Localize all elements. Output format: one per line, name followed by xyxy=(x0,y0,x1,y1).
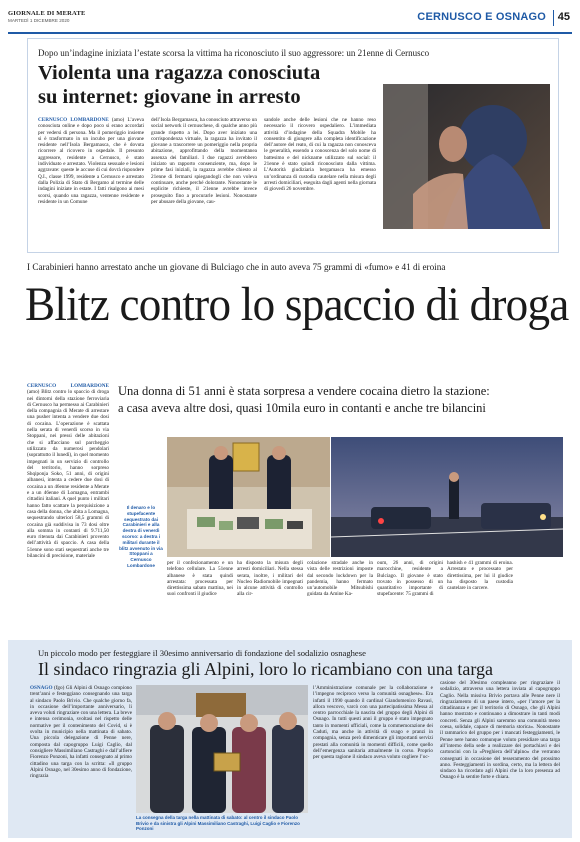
article-1-col-1-text: (amo) L’aveva conosciuta online e dopo poco si erano accordati per vedersi di persona. Ma il pomeriggio insieme si è trasformato in un incubo per una giovane residente nell’Isola Bergamasca, che è dovuta ricorrere al ricovero in ospedale. Il presunto aggressore, residente a Cernusco, è stato individuato e arrestato. Violenza sessuale e lesioni aggravate: queste le accuse di cui dovrà rispondere Q.I., classe 1999, residente a Cernusco e arrestato dalla Polizia di Stato di Bergamo al termine delle indagini iniziate in estate. I fatti risalgono ai mesi scorsi, quando una ragazza, ventenne residente e residente in un Comune xyxy=(38,117,144,205)
night-roadblock-illustration xyxy=(331,437,563,557)
article-3-col-1-text: (fgo) Gli Alpini di Osnago compiono trent’anni e festeggiano consegnando una targa al sindaco Paolo Brivio. Che qualche giorno fa, in occasione dell’importante anniversario, li aveva voluti ringraziare con una lettera. La breve e intensa cerimonia, svoltasi nel rispetto delle normative per il contenimento del Covid, si è svolta in municipio nella mattinata di sabato. Una piccola delegazione di Penne nere, composta dal capogruppo Luigi Caglio, dal consigliere Massimiliano Castraghi e dall’alfiere Fiorenzo Ponzoni, ha infatti consegnato al primo cittadino una targa con la scritta: «Il gruppo Alpini Osnago, nel 30esimo anno di fondazione, ringrazia xyxy=(30,685,132,780)
article-1-photo xyxy=(383,84,550,229)
article-2-kicker: CERNUSCO LOMBARDONE xyxy=(27,383,109,389)
article-2-subhead-1: Una donna di 51 anni è stata sorpresa a vendere cocaina dietro la stazione: xyxy=(118,384,490,398)
article-2-col-1 xyxy=(27,383,109,633)
article-1-photo-illustration xyxy=(383,84,550,229)
article-2-col-3: ha disposto la misura degli arresti domiciliari. Nella stessa serata, inoltre, i militari del Nucleo Radiomobile impegnati in alcune attività di controllo alla cir- xyxy=(237,560,303,598)
page-header xyxy=(8,8,572,32)
article-3-overline: Un piccolo modo per festeggiare il 30esimo anniversario di fondazione del sodalizio osnaghese xyxy=(38,648,366,658)
issue-date: MARTEDÌ 1 DICEMBRE 2020 xyxy=(8,18,70,23)
section-title: CERNUSCO E OSNAGO xyxy=(417,11,546,23)
article-2-caption: Il denaro e lo stupefacente sequestrato dai Carabinieri e alla destra di venerdì scorso: a destra i militari durante il blitz avvenuto in via Stoppani a Cernusco Lombardone xyxy=(119,505,163,568)
carabinieri-seizure-illustration xyxy=(167,437,330,557)
header-rule xyxy=(8,32,572,34)
article-1-headline-2: su internet: giovane in arresto xyxy=(38,86,301,108)
article-1-col-1 xyxy=(38,117,144,241)
article-2-headline: Blitz contro lo spaccio di droga xyxy=(25,278,569,331)
article-2-caption-box xyxy=(119,505,163,610)
paper-name: GIORNALE DI MERATE xyxy=(8,10,86,17)
article-2-col-6: hashish e 41 grammi di eroina. Arrestato e processato per direttissima, per lui il giudice ha disposto la custodia cautelare in carcere. xyxy=(447,560,513,592)
article-2-col-4: colazione stradale anche in vista delle restrizioni imposte dal secondo lockdown per la pandemia, hanno fermato un’automobile Mitsubishi guidata da Amine Ka- xyxy=(307,560,373,598)
article-2-photo-right xyxy=(331,437,563,557)
article-3-col-2: l’Amministrazione comunale per la collaborazione e l’impegno reciproco verso la comunità osnaghese». Era infatti il 1990 quando il cardinal Giandomenico Ravasi, allora vescovo, varcò con una partecipatissima Messa al centro parrocchiale la nascita del gruppo degli Alpini di Osnago. In tutti questi anni il gruppo è stato impegnato tanto in momenti ufficiali, come la commemorazione dei Caduti, ma anche in attività di svago e pranzi in compagnia, senza però dimenticare gli importanti servizi prestati alla comunità in momenti difficili, come quello dell’emergenza sanitaria attualmente in corso. Proprio per questa ragione il sindaco aveva voluto cogliere l’oc- xyxy=(313,685,433,761)
article-1-overline: Dopo un’indagine iniziata l’estate scorsa la vittima ha riconosciuto il suo aggressore: un 21enne di Cernusco xyxy=(38,48,430,58)
article-3-caption: La consegna della targa nella mattinata di sabato: al centro il sindaco Paolo Brivio e da sinistra gli Alpini Massimiliano Castraghi, Luigi Caglio e Fiorenzo Ponzoni xyxy=(136,815,300,832)
article-1-headline-1: Violenta una ragazza conosciuta xyxy=(38,62,321,84)
article-3-photo xyxy=(136,685,308,813)
article-2-subhead-2: a casa aveva altre dosi, quasi 10mila euro in contanti e anche tre bilancini xyxy=(118,401,486,415)
article-2-col-2: per il confezionamento e un telefono cellulare. La 51enne albanese è stata quindi arrestata: processata per direttissima sabato mattina, nei suoi confronti il giudice xyxy=(167,560,233,598)
page-number: 45 xyxy=(557,11,570,23)
article-3-col-1 xyxy=(30,685,132,835)
article-1-col-2: dell’Isola Bergamasca, ha conosciuto attraverso un social network il cernuschese, di qualche anno più grande rispetto a lei. Dopo aver iniziato una corrispondenza virtuale, la ragazza ha invitato il giovane a trascorrere un pomeriggio nella propria abitazione, approfittando della momentanea assenza dei familiari. I due ragazzi avrebbero iniziato un rapporto consenziente, ma, dopo le prime fasi iniziali, la ragazza avrebbe chiesto al 21enne di fermarsi spiegandogli che non voleva continuare, anche perché dolorante. Nonostante le esplicite richieste, il 21enne avrebbe invece proseguito fino a procurarle lesioni. Nonostante per abusare della giovane, cau- xyxy=(151,117,257,205)
article-3-headline: Il sindaco ringrazia gli Alpini, loro lo ricambiano con una targa xyxy=(38,659,494,679)
alpini-plaque-illustration xyxy=(136,685,308,813)
header-divider xyxy=(553,10,554,26)
article-2-photo-left xyxy=(167,437,330,557)
article-2-col-1-text: (amo) Blitz contro lo spaccio di droga nei dintorni della stazione ferroviaria di Cernusco ha permesso ai Carabinieri della compagnia di Merate di arrestare una pusher intenta a vendere due dosi di cocaina. L’operazione è scattata nella serata di venerdì scorso in via Stoppani, nei pressi delle abitazioni che si affacciano sul parcheggio utilizzato da numerosi pendolari (soprattutto il lunedì), in quel momento impegnati in un servizio di controllo del territorio, hanno sorpreso Shqiponja Soko, 51 anni, di origini albanesi, intenta a cedere due dosi di cocaina a un 46enne residente a Merate e a un 46enne di Lomagna, entrambi cittadini italiani. A quel punto i militari hanno fatto scattare la perquisizione a casa della donna, che abita a Lomagna, sequestrando ulteriori 58,5 grammi di cocaina già suddivisa in 73 dosi oltre alla somma in contanti di 9.711,50 euro ritenuta dai Carabinieri provento dell’attività di spaccio. A casa della 51enne sono stati sequestrati anche tre bilancini di precisione, materiale xyxy=(27,389,109,560)
article-3-kicker: OSNAGO xyxy=(30,685,53,691)
article-1-col-3: sandole anche delle lesioni che ne hanno reso necessario il ricovero ospedaliero. L’immediata attività d’indagine della Squadra Mobile ha consentito di giungere alla completa identificazione dell’autore del reato, di cui la ragazza non conosceva le generalità, essendo a conoscenza del solo nome di battesimo e del nickname utilizzato sul social: il 21enne è stato quindi riconosciuto dalla vittima. L’Autorità giudiziaria bergamasca ha emesso un’ordinanza di custodia cautelare nella misura degli arresti domiciliari, eseguita dagli agenti nella giornata di giovedì 26 novembre. xyxy=(264,117,376,193)
article-2-col-5: oum, 26 anni, di origini marocchine, residente a Bulciago. Il giovane è stato trovato in possesso di un quantitativo importante di stupefacente: 75 grammi di xyxy=(377,560,443,598)
article-3-col-3: casione del 30esimo compleanno per ringraziare il sodalizio, attraverso una lettera inviata al capogruppo Caglio. Nella missiva Brivio portava alle Penne nere il ringraziamento di un paese intero, «per l’amore per la cittadinanza e per il territorio di Osnago, che gli Alpini hanno mostrato e continuano a dimostrare in tanti modi concreti. Senza gli Alpini saremmo una comunità meno coesa, solidale, capace di memoria storica». Nonostante il rammarico del gruppo per i mancati festeggiamenti, le Penne nere hanno comunque voluto presidiare una targa all’interno della sede a realizzare dei portachiavi e dei cartoncini con la «Preghiera dell’alpino» che verranno consegnati in occasione del tesseramento del prossimo anno. Festeggiamenti in sordina, certo, ma la lettera del sindaco ha ricordato agli Alpini che la loro presenza ad Osnago è la sentire forte e chiara. xyxy=(440,680,560,781)
article-1-kicker: CERNUSCO LOMBARDONE xyxy=(38,117,109,123)
article-2-overline: I Carabinieri hanno arrestato anche un giovane di Bulciago che in auto aveva 75 grammi di «fumo» e 41 di eroina xyxy=(27,262,446,272)
